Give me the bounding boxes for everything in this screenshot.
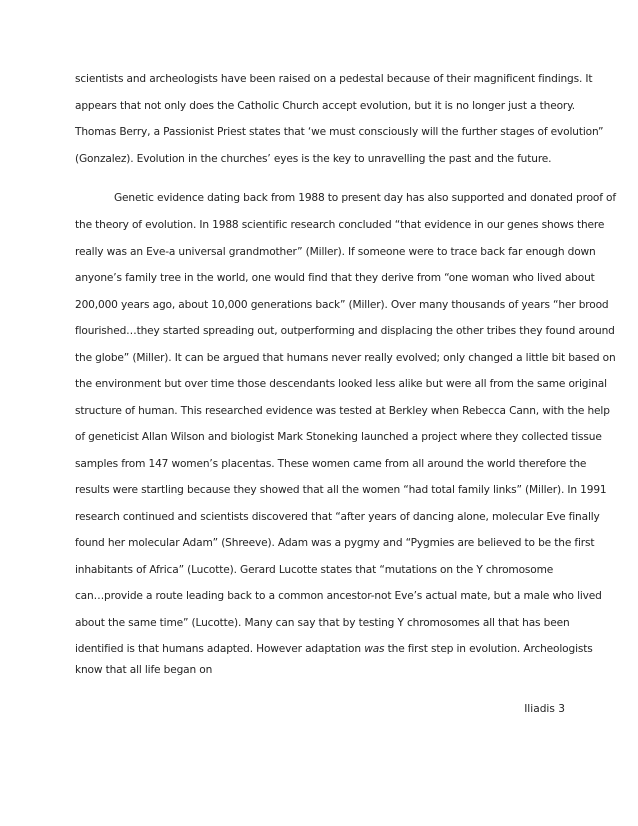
text-run: identified is that humans adapted. However adaptation (75, 643, 365, 655)
body-text-line: appears that not only does the Catholic Church accept evolution, but it is no longer just a theory. (75, 100, 575, 112)
body-text-line: of geneticist Allan Wilson and biologist Mark Stoneking launched a project where they collected tissue (75, 431, 602, 443)
body-text-line: flourished…they started spreading out, outperforming and displacing the other tribes they found around (75, 325, 615, 337)
body-text-line: Thomas Berry, a Passionist Priest states that ‘we must consciously will the further stages of evolution” (75, 126, 604, 138)
body-text-line: can…provide a route leading back to a common ancestor-not Eve’s actual mate, but a male who lived (75, 590, 602, 602)
paragraph-first-line: Genetic evidence dating back from 1988 to present day has also supported and donated proof of (114, 192, 616, 204)
body-text-line: the globe” (Miller). It can be argued that humans never really evolved; only changed a little bit based on (75, 352, 616, 364)
body-text-line-last: know that all life began on (75, 664, 213, 676)
body-text-line: structure of human. This researched evidence was tested at Berkley when Rebecca Cann, with the help (75, 405, 610, 417)
body-text-line: the environment but over time those descendants looked less alike but were all from the same original (75, 378, 607, 390)
body-text-line: the theory of evolution. In 1988 scientific research concluded “that evidence in our genes shows there (75, 219, 605, 231)
body-text-line: samples from 147 women’s placentas. These women came from all around the world therefore the (75, 458, 587, 470)
body-text-line: inhabitants of Africa” (Lucotte). Gerard Lucotte states that “mutations on the Y chromosome (75, 564, 554, 576)
body-text-line: anyone’s family tree in the world, one would find that they derive from “one woman who lived about (75, 272, 595, 284)
body-text-line: about the same time” (Lucotte). Many can say that by testing Y chromosomes all that has been (75, 617, 570, 629)
body-text-line: scientists and archeologists have been raised on a pedestal because of their magnificent findings. It (75, 73, 593, 85)
body-text-line: really was an Eve-a universal grandmother” (Miller). If someone were to trace back far enough down (75, 246, 596, 258)
body-text-line: (Gonzalez). Evolution in the churches’ eyes is the key to unravelling the past and the future. (75, 153, 552, 165)
body-text-line: 200,000 years ago, about 10,000 generations back” (Miller). Over many thousands of years “her brood (75, 299, 609, 311)
body-text-line: research continued and scientists discovered that “after years of dancing alone, molecular Eve finally (75, 511, 600, 523)
body-text-line: found her molecular Adam” (Shreeve). Adam was a pygmy and “Pygmies are believed to be the first (75, 537, 595, 549)
text-run: the first step in evolution. Archeologists (384, 643, 593, 655)
body-text-line: results were startling because they showed that all the women “had total family links” (Miller). In 1991 (75, 484, 607, 496)
page-footer-number: Iliadis 3 (524, 703, 565, 715)
italic-word: was (364, 643, 385, 655)
body-text-line (75, 642, 593, 656)
